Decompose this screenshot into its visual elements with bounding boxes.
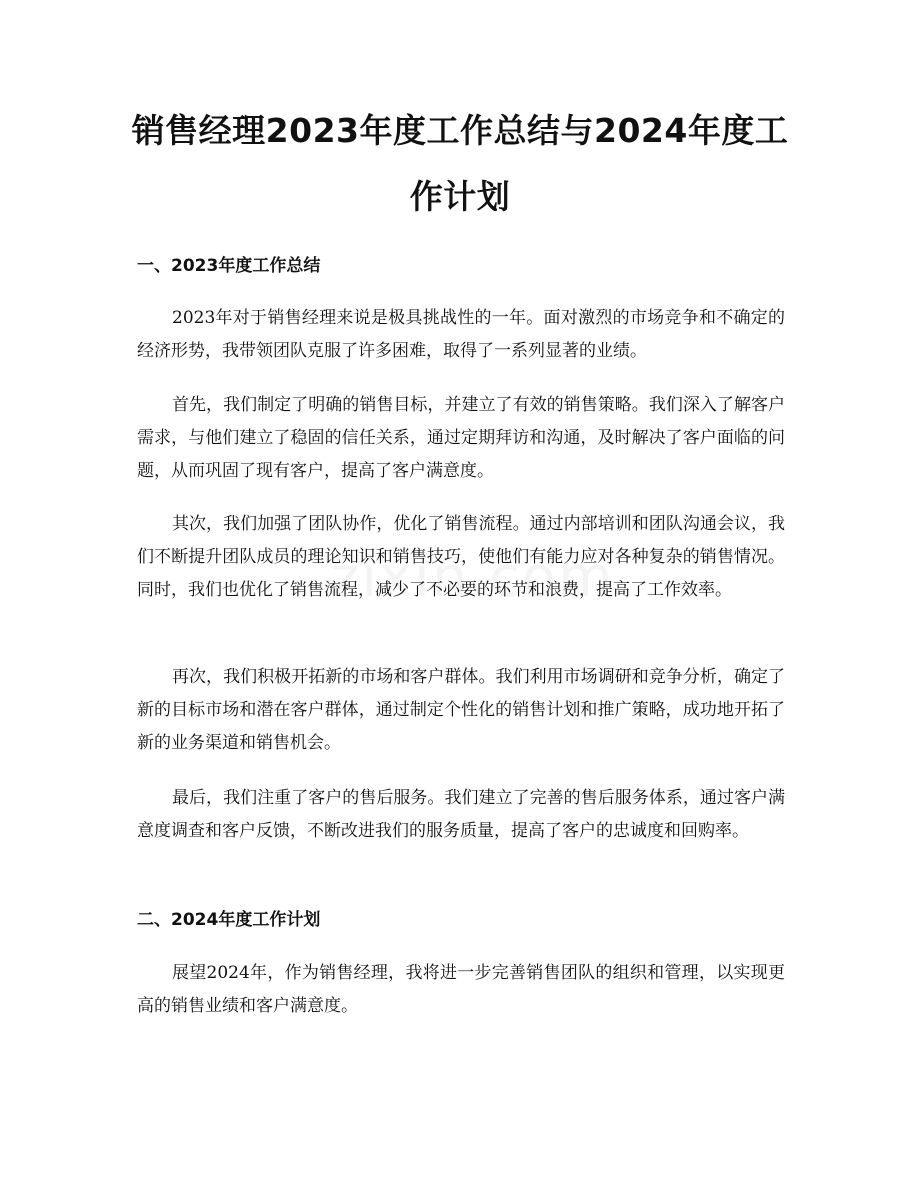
summary-paragraph-last: 最后，我们注重了客户的售后服务。我们建立了完善的售后服务体系，通过客户满意度调查和客户反馈，不断改进我们的服务质量，提高了客户的忠诚度和回购率。 [137,788,785,841]
section-heading-summary: 一、2023年度工作总结 [137,256,321,276]
summary-paragraph-second: 其次，我们加强了团队协作，优化了销售流程。通过内部培训和团队沟通会议，我们不断提升团队成员的理论知识和销售技巧，使他们有能力应对各种复杂的销售情况。同时，我们也优化了销售流程，减少了不必要的环节和浪费，提高了工作效率。 [137,514,785,600]
section-heading-plan: 二、2024年度工作计划 [137,910,321,930]
summary-paragraph-first: 首先，我们制定了明确的销售目标，并建立了有效的销售策略。我们深入了解客户需求，与他们建立了稳固的信任关系，通过定期拜访和沟通，及时解决了客户面临的问题，从而巩固了现有客户，提高了客户满意度。 [137,395,785,481]
document-title: 销售经理2023年度工作总结与2024年度工作计划 [131,111,789,216]
summary-paragraph-third: 再次，我们积极开拓新的市场和客户群体。我们利用市场调研和竞争分析，确定了新的目标市场和潜在客户群体，通过制定个性化的销售计划和推广策略，成功地开拓了新的业务渠道和销售机会。 [137,667,785,753]
summary-paragraph-intro: 2023年对于销售经理来说是极具挑战性的一年。面对激烈的市场竞争和不确定的经济形势，我带领团队克服了许多困难，取得了一系列显著的业绩。 [137,308,785,361]
plan-paragraph-intro: 展望2024年，作为销售经理，我将进一步完善销售团队的组织和管理，以实现更高的销售业绩和客户满意度。 [137,963,785,1016]
